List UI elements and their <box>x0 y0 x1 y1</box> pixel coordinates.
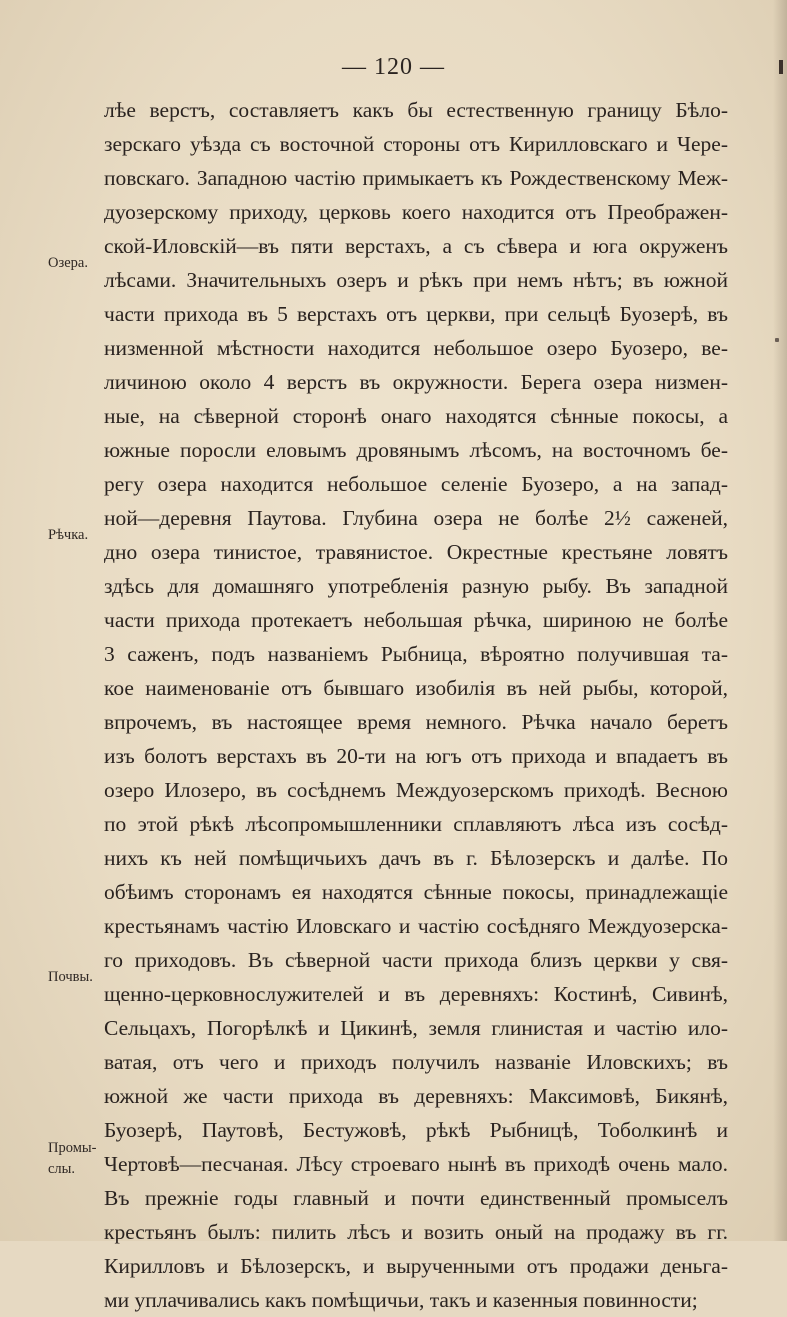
text-line: южные поросли еловымъ дровянымъ лѣсомъ, на восточномъ бе- <box>104 438 728 462</box>
text-line: части прихода протекаетъ небольшая рѣчка, шириною не болѣе <box>104 608 728 632</box>
text-line: озеро Илозеро, въ сосѣднемъ Междуозерскомъ приходѣ. Весною <box>104 778 728 802</box>
page-edge-shadow <box>773 0 787 1241</box>
margin-note-ozera: Озера. <box>48 255 88 271</box>
margin-note-pochvy: Почвы. <box>48 969 93 985</box>
text-line: регу озера находится небольшое селеніе Буозеро, а на запад- <box>104 472 728 496</box>
text-line: Сельцахъ, Погорѣлкѣ и Цикинѣ, земля глинистая и частію ило- <box>104 1016 728 1040</box>
text-line: кое наименованіе отъ бывшаго изобилія въ ней рыбы, которой, <box>104 676 728 700</box>
text-line: впрочемъ, въ настоящее время немного. Рѣчка начало беретъ <box>104 710 728 734</box>
text-line: щенно-церковнослужителей и въ деревняхъ: Костинѣ, Сивинѣ, <box>104 982 728 1006</box>
text-line: изъ болотъ верстахъ въ 20-ти на югъ отъ прихода и впадаетъ въ <box>104 744 728 768</box>
text-line: Буозерѣ, Паутовѣ, Бестужовѣ, рѣкѣ Рыбницѣ, Тоболкинѣ и <box>104 1118 728 1142</box>
text-line: ной—деревня Паутова. Глубина озера не болѣе 2½ саженей, <box>104 506 728 530</box>
text-line: лѣсами. Значительныхъ озеръ и рѣкъ при немъ нѣтъ; въ южной <box>104 268 728 292</box>
text-line: низменной мѣстности находится небольшое озеро Буозеро, ве- <box>104 336 728 360</box>
text-line: крестьянамъ частію Иловскаго и частію сосѣдняго Междуозерска- <box>104 914 728 938</box>
text-line: по этой рѣкѣ лѣсопромышленники сплавляютъ лѣса изъ сосѣд- <box>104 812 728 836</box>
text-line: южной же части прихода въ деревняхъ: Максимовѣ, Бикянѣ, <box>104 1084 728 1108</box>
text-line: здѣсь для домашняго употребленія разную рыбу. Въ западной <box>104 574 728 598</box>
text-line: Въ прежніе годы главный и почти единственный промыселъ <box>104 1186 728 1210</box>
text-line: нихъ къ ней помѣщичьихъ дачъ въ г. Бѣлозерскъ и далѣе. По <box>104 846 728 870</box>
text-line: Чертовѣ—песчаная. Лѣсу строеваго нынѣ въ приходѣ очень мало. <box>104 1152 728 1176</box>
text-line: ватая, отъ чего и приходъ получилъ названіе Иловскихъ; въ <box>104 1050 728 1074</box>
text-line: крестьянъ былъ: пилить лѣсъ и возить оный на продажу въ гг. <box>104 1220 728 1244</box>
body-text <box>104 93 728 1317</box>
text-line: зерскаго уѣзда съ восточной стороны отъ Кирилловскаго и Чере- <box>104 132 728 156</box>
text-line: ные, на сѣверной сторонѣ онаго находятся сѣнные покосы, а <box>104 404 728 428</box>
text-line: части прихода въ 5 верстахъ отъ церкви, при сельцѣ Буозерѣ, въ <box>104 302 728 326</box>
text-line: го приходовъ. Въ сѣверной части прихода близъ церкви у свя- <box>104 948 728 972</box>
margin-note-rechka: Рѣчка. <box>48 527 89 543</box>
text-line: Кирилловъ и Бѣлозерскъ, и вырученными отъ продажи деньга- <box>104 1254 728 1278</box>
margin-note-promysly-1: Промы- <box>48 1140 97 1156</box>
margin-note-promysly-2: слы. <box>48 1161 76 1177</box>
text-line: обѣимъ сторонамъ ея находятся сѣнные покосы, принадлежащіе <box>104 880 728 904</box>
page-number: — 120 — <box>342 54 445 80</box>
stray-mark <box>775 338 779 342</box>
text-line: дно озера тинистое, травянистое. Окрестные крестьяне ловятъ <box>104 540 728 564</box>
text-line: 3 саженъ, подъ названіемъ Рыбница, вѣроятно получившая та- <box>104 642 728 666</box>
text-line: лѣе верстъ, составляетъ какъ бы естественную границу Бѣло- <box>104 98 728 122</box>
text-line: повскаго. Западною частію примыкаетъ къ Рождественскому Меж- <box>104 166 728 190</box>
text-line: дуозерскому приходу, церковь коего находится отъ Преображен- <box>104 200 728 224</box>
text-line: ской-Иловскій—въ пяти верстахъ, а съ сѣвера и юга окруженъ <box>104 234 728 258</box>
text-line: ми уплачивались какъ помѣщичьи, такъ и казенныя повинности; <box>104 1288 698 1312</box>
text-line: личиною около 4 верстъ въ окружности. Берега озера низмен- <box>104 370 728 394</box>
